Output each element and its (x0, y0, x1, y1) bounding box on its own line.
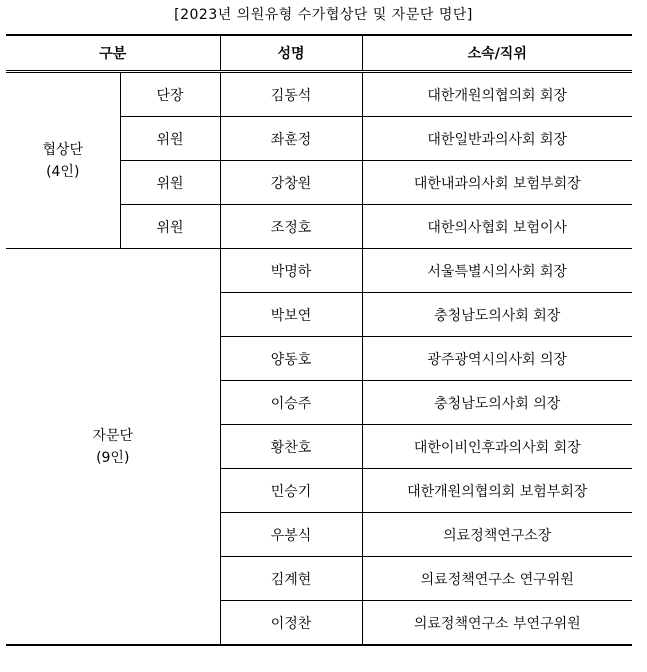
member-name: 이정찬 (220, 601, 362, 646)
member-affiliation: 대한일반과의사회 회장 (362, 117, 632, 161)
member-name: 김계현 (220, 557, 362, 601)
member-affiliation: 대한개원의협의회 회장 (362, 72, 632, 117)
negotiation-group-label: 협상단 (42, 141, 84, 158)
member-role: 위원 (120, 117, 220, 161)
member-affiliation: 서울특별시의사회 회장 (362, 249, 632, 293)
table-row (6, 249, 632, 293)
header-affiliation: 소속/직위 (362, 35, 632, 72)
member-name: 황찬호 (220, 425, 362, 469)
member-name: 우봉식 (220, 513, 362, 557)
member-affiliation: 의료정책연구소 연구위원 (362, 557, 632, 601)
negotiation-group-cell (6, 72, 120, 249)
negotiation-group-count: (4인) (46, 163, 80, 180)
member-affiliation: 충청남도의사회 회장 (362, 293, 632, 337)
member-affiliation: 의료정책연구소장 (362, 513, 632, 557)
member-role: 위원 (120, 161, 220, 205)
member-name: 양동호 (220, 337, 362, 381)
member-name: 김동석 (220, 72, 362, 117)
table-header-row (6, 35, 632, 72)
advisory-group-cell (6, 249, 220, 646)
member-role: 위원 (120, 205, 220, 249)
member-affiliation: 대한내과의사회 보험부회장 (362, 161, 632, 205)
member-name: 박보연 (220, 293, 362, 337)
member-name: 조정호 (220, 205, 362, 249)
member-name: 이승주 (220, 381, 362, 425)
member-affiliation: 대한이비인후과의사회 회장 (362, 425, 632, 469)
member-affiliation: 대한의사협회 보험이사 (362, 205, 632, 249)
member-affiliation: 충청남도의사회 의장 (362, 381, 632, 425)
member-roster-table (6, 34, 632, 646)
member-name: 좌훈정 (220, 117, 362, 161)
member-role: 단장 (120, 72, 220, 117)
member-name: 박명하 (220, 249, 362, 293)
member-affiliation: 대한개원의협의회 보험부회장 (362, 469, 632, 513)
member-affiliation: 의료정책연구소 부연구위원 (362, 601, 632, 646)
advisory-group-label: 자문단 (92, 427, 134, 444)
member-name: 민승기 (220, 469, 362, 513)
advisory-group-count: (9인) (96, 449, 130, 466)
header-name: 성명 (220, 35, 362, 72)
member-affiliation: 광주광역시의사회 의장 (362, 337, 632, 381)
header-category: 구분 (6, 35, 220, 72)
member-name: 강창원 (220, 161, 362, 205)
table-row (6, 72, 632, 117)
table-caption: [2023년 의원유형 수가협상단 및 자문단 명단] (174, 7, 473, 23)
